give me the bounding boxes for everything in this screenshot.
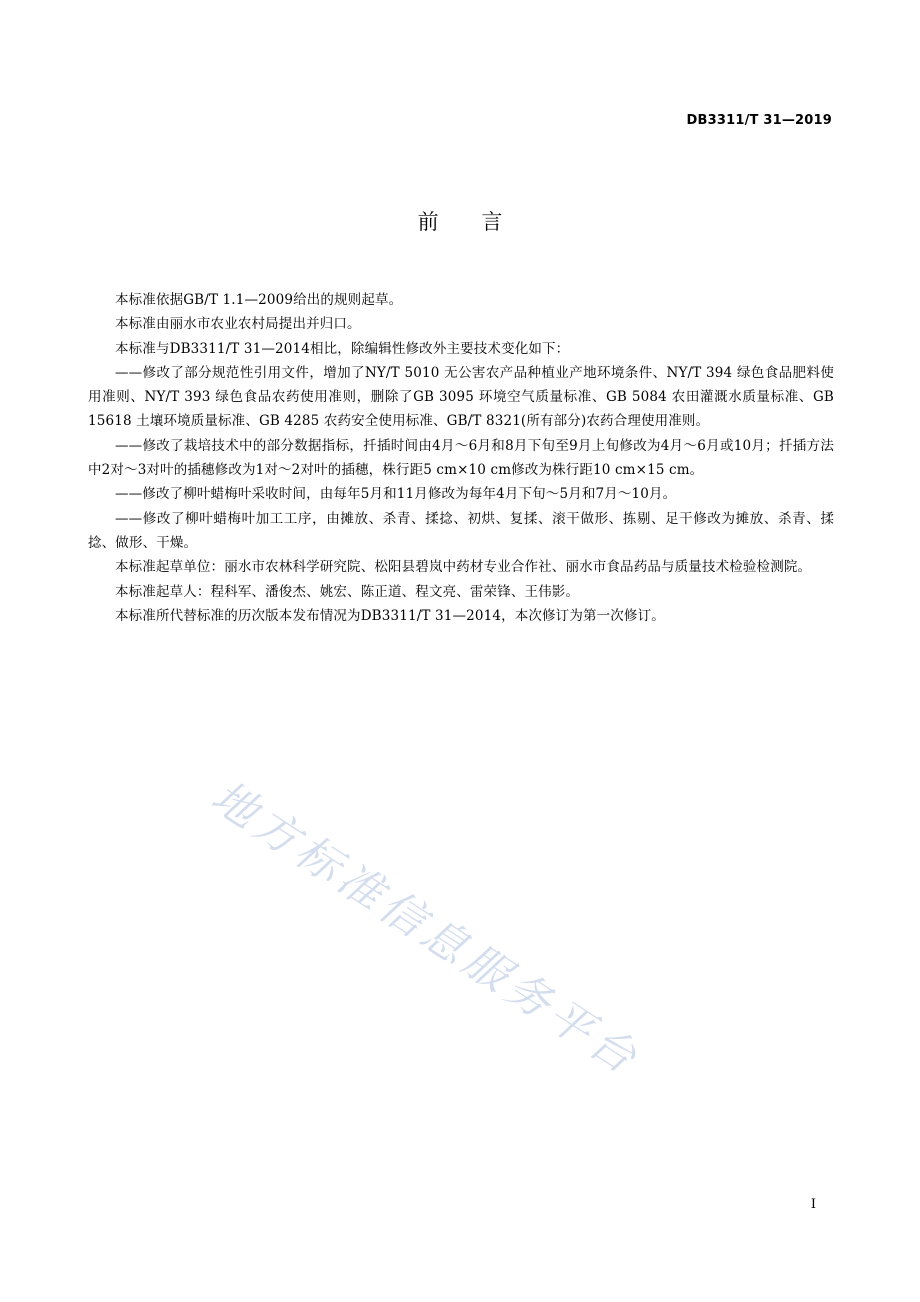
paragraph-drafters: 本标准起草人：程科军、潘俊杰、姚宏、陈正道、程文亮、雷荣锋、王伟影。 (115, 583, 580, 600)
paragraph-version-history: 本标准所代替标准的历次版本发布情况为DB3311/T 31—2014，本次修订为第一次修订。 (115, 607, 665, 624)
page-title: 前 言 (417, 210, 521, 234)
paragraph-changes-intro: 本标准与DB3311/T 31—2014相比，除编辑性修改外主要技术变化如下： (115, 340, 570, 357)
paragraph-change-harvest: ——修改了柳叶蜡梅叶采收时间，由每年5月和11月修改为每年4月下旬～5月和7月～10月。 (115, 486, 677, 503)
paragraph-proposer: 本标准由丽水市农业农村局提出并归口。 (115, 316, 361, 333)
standard-code: DB3311/T 31—2019 (686, 113, 832, 128)
paragraph-change-cultivation: ——修改了栽培技术中的部分数据指标，扦插时间由4月～6月和8月下旬至9月上旬修改为4月～6月或10月；扦插方法中2对～3对叶的插穗修改为1对～2对叶的插穗，株行距5 cm×10 cm修改为株行距10 cm×15 cm。 (88, 437, 834, 479)
page-number: I (810, 1197, 816, 1212)
paragraph-drafting-basis: 本标准依据GB/T 1.1—2009给出的规则起草。 (115, 292, 403, 308)
paragraph-change-processing: ——修改了柳叶蜡梅叶加工工序，由摊放、杀青、揉捻、初烘、复揉、滚干做形、拣剔、足干修改为摊放、杀青、揉捻、做形、干燥。 (88, 510, 834, 551)
watermark: 地方标准信息服务平台 (202, 771, 650, 1087)
paragraph-drafting-units: 本标准起草单位：丽水市农林科学研究院、松阳县碧岚中药材专业合作社、丽水市食品药品与质量技术检验检测院。 (115, 559, 812, 576)
paragraph-change-references: ——修改了部分规范性引用文件，增加了NY/T 5010 无公害农产品种植业产地环境条件、NY/T 394 绿色食品肥料使用准则、NY/T 393 绿色食品农药使用准则，删除了GB 3095 环境空气质量标准、GB 5084 农田灌溉水质量标准、GB 15618 土壤环境质量标准、GB 4285 农药安全使用标准、GB/T 8321(所有部分)农药合理使用准则。 (88, 364, 834, 430)
foreword-body (88, 288, 834, 628)
